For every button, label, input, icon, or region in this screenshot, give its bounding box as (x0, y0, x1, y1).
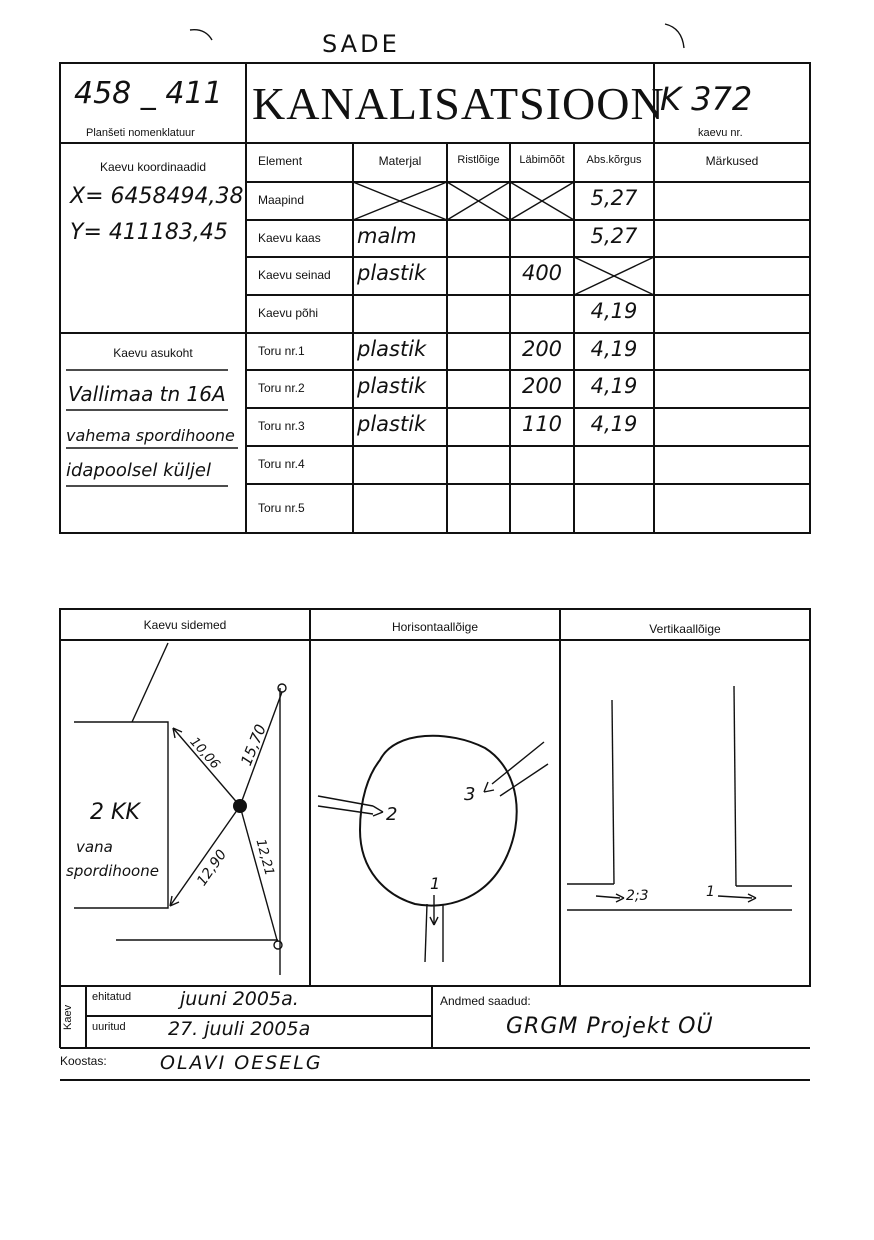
material-cell: plastik (357, 261, 427, 285)
location-label: Kaevu asukoht (113, 346, 193, 360)
location-line3: idapoolsel küljel (66, 460, 211, 481)
element-name: Toru nr.2 (258, 381, 305, 395)
panel-label-site: Kaevu sidemed (143, 618, 227, 632)
height-cell: 5,27 (590, 224, 638, 248)
horizontal-section (318, 736, 548, 962)
building-name-2: spordihoone (66, 862, 159, 880)
diameter-cell: 200 (521, 337, 563, 361)
vertical-pipe-label: 1 (706, 884, 715, 900)
element-name: Toru nr.3 (258, 419, 305, 433)
panel-label-vertical: Vertikaallõige (649, 622, 721, 636)
column-header: Märkused (705, 154, 759, 168)
height-cell: 4,19 (590, 299, 638, 323)
element-name: Maapind (258, 193, 305, 207)
compiled-value: OLAVI OESELG (160, 1052, 323, 1074)
pipe-label: 2 (386, 804, 398, 825)
distance-label: 15,70 (237, 721, 270, 769)
location-line2: vahema spordihoone (66, 426, 235, 445)
built-value: juuni 2005a. (180, 988, 299, 1010)
built-label: ehitatud (92, 991, 132, 1003)
material-cell: plastik (357, 374, 427, 398)
sketch-frame (60, 609, 810, 986)
column-header: Element (258, 154, 303, 168)
height-cell: 4,19 (590, 412, 638, 436)
element-name: Toru nr.1 (258, 343, 305, 358)
vertical-section (567, 686, 792, 910)
distance-label: 10,06 (186, 734, 223, 773)
distance-label: 12,90 (193, 846, 231, 890)
material-cell: plastik (357, 412, 427, 436)
well-number-label: kaevu nr. (698, 127, 743, 139)
vertical-pipe-label: 2;3 (626, 888, 649, 904)
corner-mark (190, 30, 212, 40)
diameter-cell: 400 (521, 261, 563, 285)
source-value: GRGM Projekt OÜ (506, 1014, 714, 1039)
nomenclature-value: 458 _ 411 (74, 76, 223, 111)
building-name-1: vana (76, 838, 113, 856)
source-label: Andmed saadud: (440, 994, 531, 1008)
coordinate-x: X= 6458494,38 (70, 184, 244, 209)
well-number-value: K 372 (660, 80, 753, 118)
column-header: Materjal (378, 154, 422, 168)
height-cell: 4,19 (590, 337, 638, 361)
diameter-cell: 200 (521, 374, 563, 398)
location-line1: Vallimaa tn 16A (68, 382, 226, 406)
material-cell: malm (357, 224, 417, 248)
column-header: Läbimõõt (519, 154, 565, 166)
panel-label-horizontal: Horisontaallõige (391, 620, 479, 634)
element-name: Kaevu kaas (258, 230, 321, 245)
diameter-cell: 110 (521, 412, 563, 436)
compiled-label: Koostas: (60, 1054, 107, 1068)
height-cell: 4,19 (590, 374, 638, 398)
surveyed-value: 27. juuli 2005a (168, 1018, 311, 1040)
distance-label: 12,21 (252, 837, 277, 878)
element-name: Toru nr.4 (258, 457, 305, 471)
building-code: 2 KK (90, 800, 140, 825)
height-cell: 5,27 (590, 186, 638, 210)
column-header: Abs.kõrgus (586, 154, 642, 166)
surveyed-label: uuritud (92, 1021, 126, 1033)
material-cell: plastik (357, 337, 427, 361)
column-header: Ristlõige (457, 154, 500, 166)
corner-mark (665, 24, 684, 48)
page-title: KANALISATSIOON (252, 78, 665, 129)
coordinates-label: Kaevu koordinaadid (99, 160, 207, 174)
nomenclature-label: Planšeti nomenklatuur (86, 127, 195, 139)
pipe-label: 3 (464, 784, 476, 805)
coordinate-y: Y= 411183,45 (70, 220, 228, 245)
element-name: Kaevu seinad (258, 268, 331, 282)
top-label: SADE (322, 30, 400, 58)
pipe-label: 1 (430, 874, 441, 893)
element-name: Toru nr.5 (258, 500, 305, 515)
element-name: Kaevu põhi (258, 306, 319, 320)
footer-side-label: Kaev (62, 1004, 74, 1030)
